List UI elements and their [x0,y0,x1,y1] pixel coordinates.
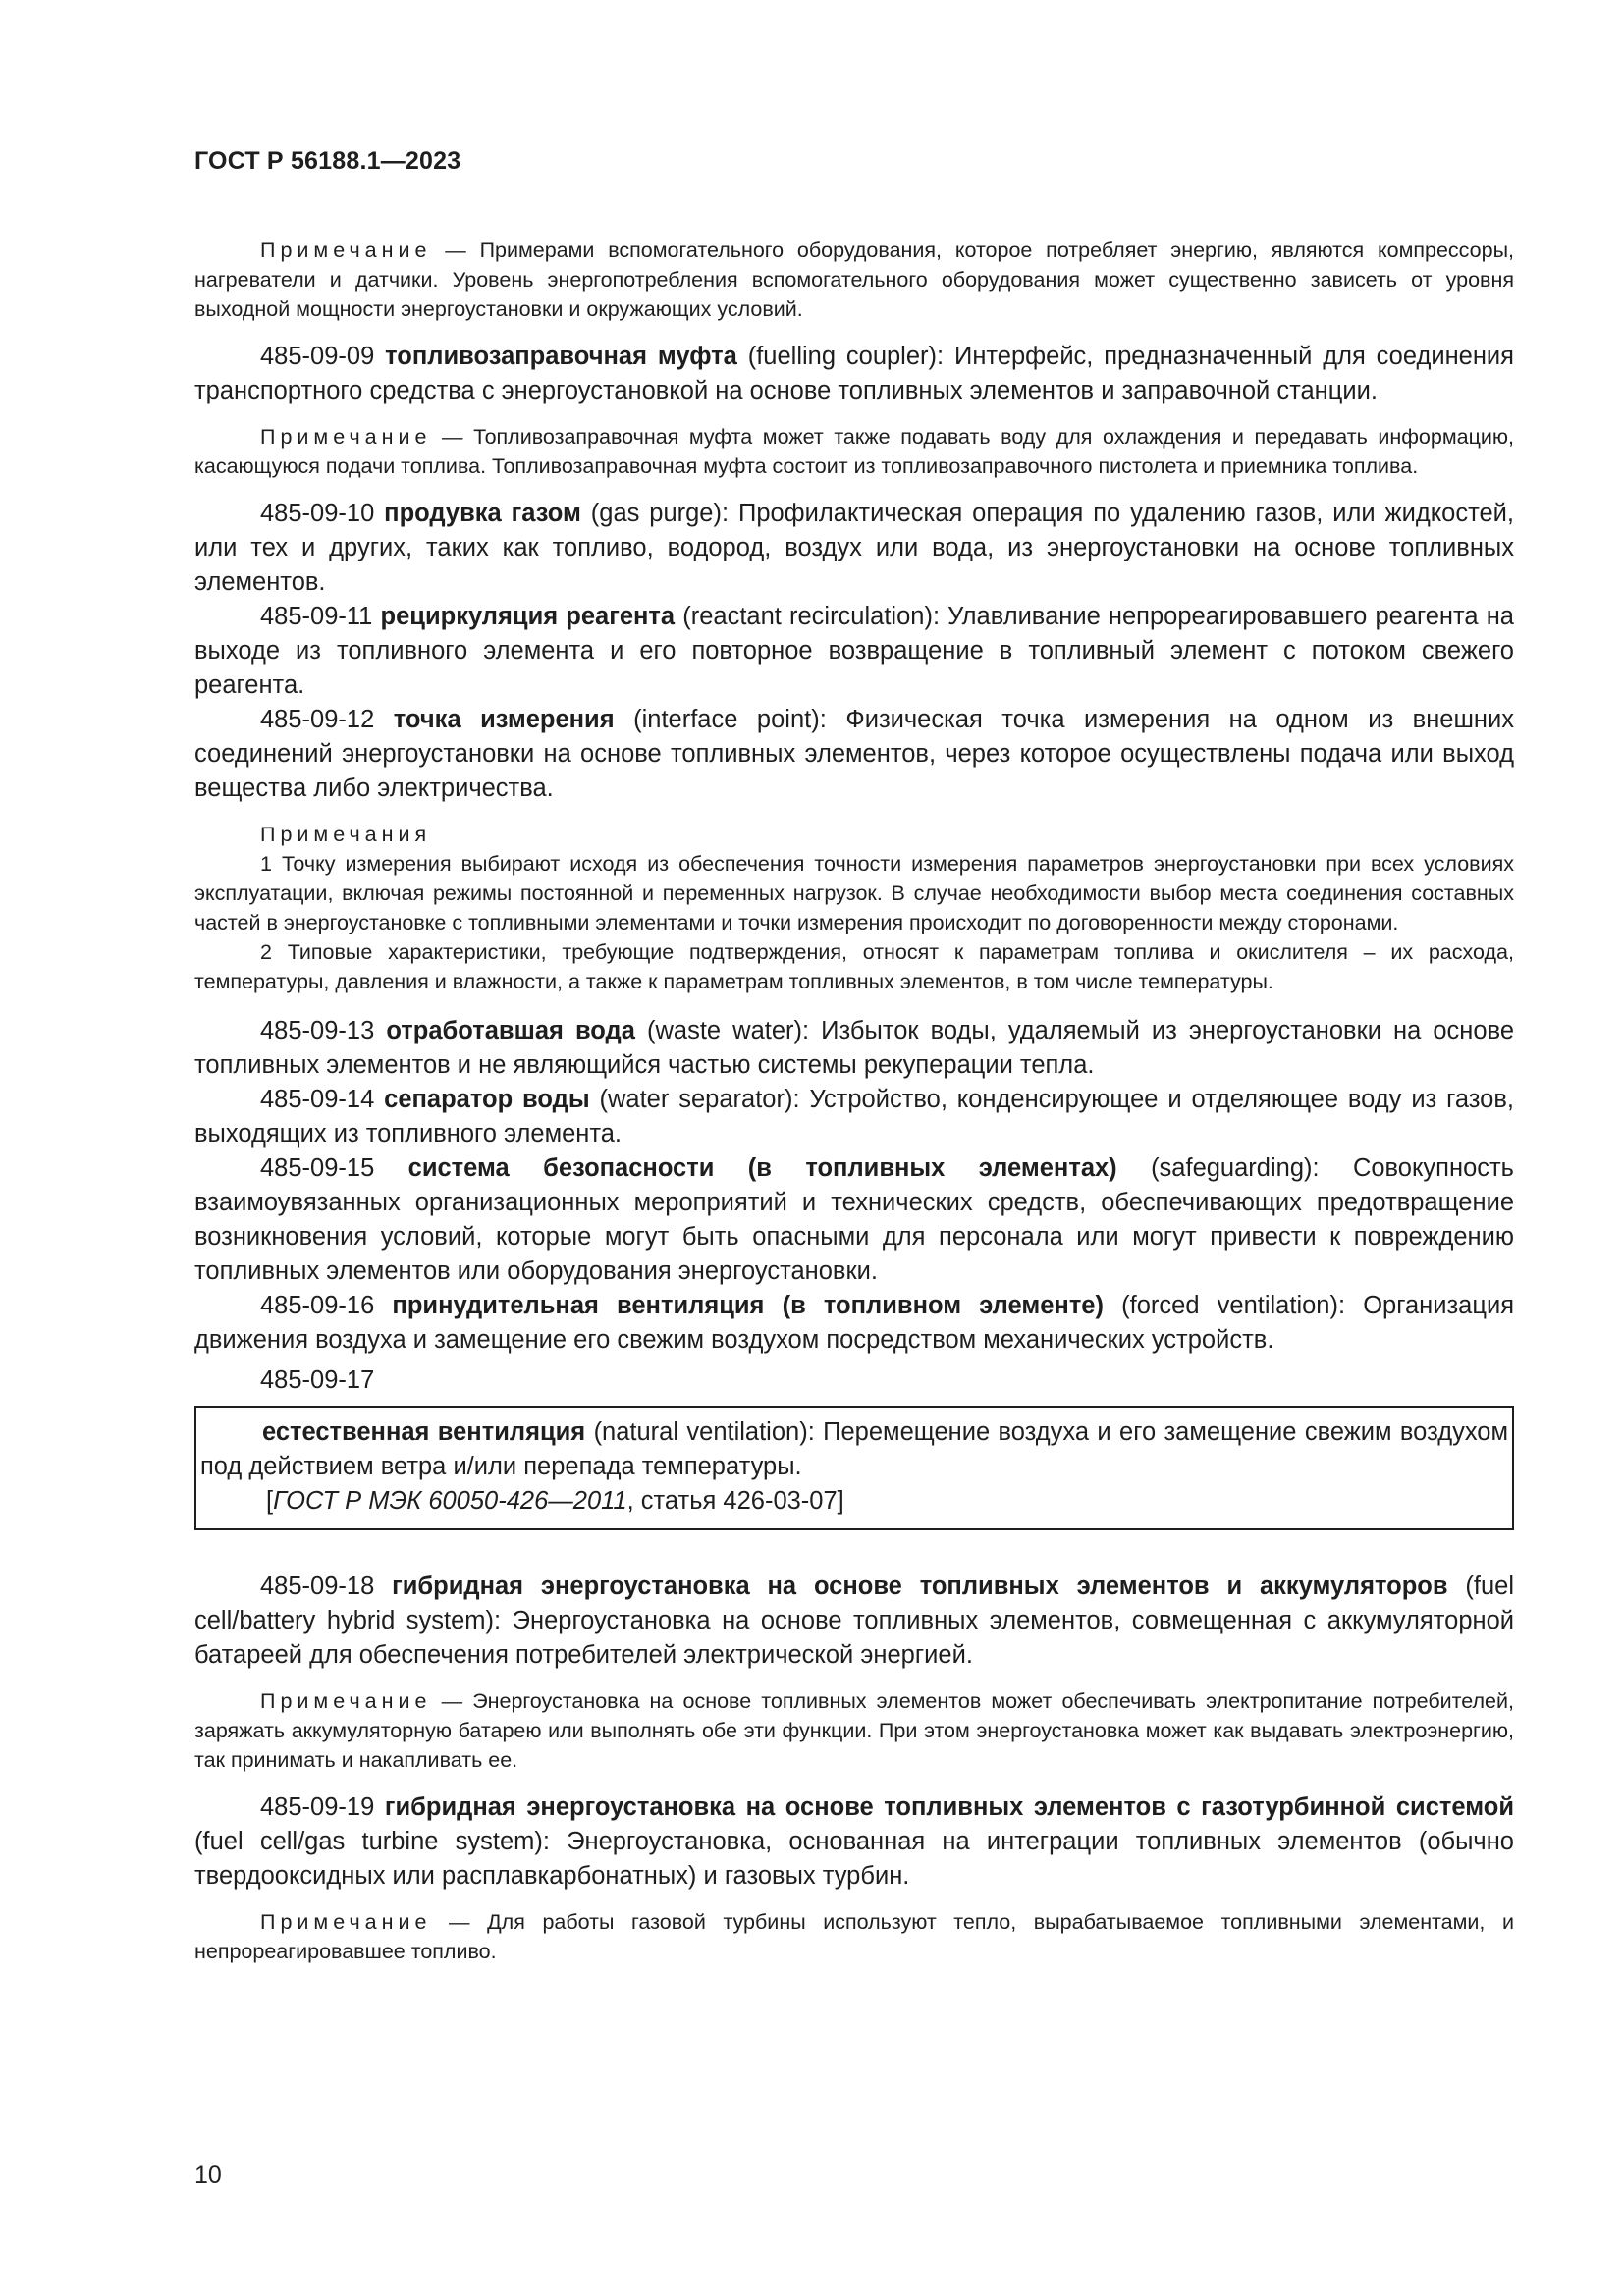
term-entry: 485-09-15 система безопасности (в топливных элементах) (safeguarding): Совокупность взаимоувязанных организационных мероприятий и технических средств, обеспечивающих предотвращение возникновения условий, которые могут быть опасными для персонала или могут привести к повреждению топливных элементов или оборудования энергоустановки. [194,1154,1514,1285]
term-entry: естественная вентиляция (natural ventilation): Перемещение воздуха и его замещение свежим воздухом под действием ветра и/или перепада температуры. [200,1418,1509,1480]
note: Примечание — Энергоустановка на основе топливных элементов может обеспечивать электропитание потребителей, заряжать аккумуляторную батарею или выполнять обе эти функции. При этом энергоустановка может как выдавать электроэнергию, так принимать и накапливать ее. [194,1689,1514,1772]
page-number: 10 [194,2162,222,2189]
note: Примечание — Для работы газовой турбины используют тепло, вырабатываемое топливными элементами, и непрореагировавшее топливо. [194,1910,1514,1963]
reference: [ГОСТ Р МЭК 60050-426—2011, статья 426-03-07] [266,1487,844,1515]
note-item: 1 Точку измерения выбирают исходя из обеспечения точности измерения параметров энергоустановки при всех условиях эксплуатации, включая режимы постоянной и переменных нагрузок. В случае необходимости выбор места соединения составных частей в энергоустановке с топливными элементами и точки измерения происходит по договоренности между сторонами. [194,852,1514,934]
term-title: отработавшая вода [386,1017,635,1044]
term-entry: 485-09-14 сепаратор воды (water separator): Устройство, конденсирующее и отделяющее воду из газов, выходящих из топливного элемента. [194,1086,1514,1148]
term-title: сепаратор воды [384,1086,590,1113]
term-entry: 485-09-19 гибридная энергоустановка на основе топливных элементов с газотурбинной системой (fuel cell/gas turbine system): Энергоустановка, основанная на интеграции топливных элементов (обычно твердооксидных или расплавкарбонатных) и газовых турбин. [194,1793,1514,1890]
term-entry: 485-09-10 продувка газом (gas purge): Профилактическая операция по удалению газов, или жидкостей, или тех и других, таких как топливо, водород, воздух или вода, из энергоустановки на основе топливных элементов. [194,500,1514,596]
note-item: 2 Типовые характеристики, требующие подтверждения, относят к параметрам топлива и окислителя – их расхода, температуры, давления и влажности, а также к параметрам топливных элементов, в том числе температуры. [194,940,1514,993]
document-header: ГОСТ Р 56188.1—2023 [194,147,461,175]
term-title: естественная вентиляция [262,1418,586,1446]
note-label: Примечание [260,239,432,262]
term-title: рециркуляция реагента [380,603,676,630]
term-title: принудительная вентиляция (в топливном элементе) [392,1292,1104,1319]
term-entry: 485-09-13 отработавшая вода (waste water): Избыток воды, удаляемый из энергоустановки на основе топливных элементов и не являющийся частью системы рекуперации тепла. [194,1017,1515,1079]
notes-label: Примечания [260,823,432,846]
term-code: 485-09-17 [260,1366,375,1394]
term-entry: 485-09-09 топливозаправочная муфта (fuelling coupler): Интерфейс, предназначенный для соединения транспортного средства с энергоустановкой на основе топливных элементов и заправочной станции. [194,343,1514,404]
term-title: гибридная энергоустановка на основе топливных элементов и аккумуляторов [392,1573,1448,1600]
note-label: Примечание [260,425,432,449]
note-label: Примечание [260,1689,432,1713]
term-title: гибридная энергоустановка на основе топливных элементов с газотурбинной системой [384,1793,1514,1821]
term-entry: 485-09-12 точка измерения (interface point): Физическая точка измерения на одном из внешних соединений энергоустановки на основе топливных элементов, через которое осуществлены подача или выход вещества либо электричества. [194,706,1515,802]
term-entry: 485-09-18 гибридная энергоустановка на основе топливных элементов и аккумуляторов (fuel cell/battery hybrid system): Энергоустановка на основе топливных элементов, совмещенная с аккумуляторной батареей для обеспечения потребителей электрической энергией. [194,1573,1515,1669]
note: Примечание — Топливозаправочная муфта может также подавать воду для охлаждения и передавать информацию, касающуюся подачи топлива. Топливозаправочная муфта состоит из топливозаправочного пистолета и приемника топлива. [194,425,1514,478]
term-title: точка измерения [393,706,615,733]
note: Примечание — Примерами вспомогательного оборудования, которое потребляет энергию, являются компрессоры, нагреватели и датчики. Уровень энергопотребления вспомогательного оборудования может существенно зависеть от уровня выходной мощности энергоустановки и окружающих условий. [194,239,1514,321]
term-entry: 485-09-16 принудительная вентиляция (в топливном элементе) (forced ventilation): Организация движения воздуха и замещение его свежим воздухом посредством механических устройств. [194,1292,1514,1354]
term-entry: 485-09-11 рециркуляция реагента (reactant recirculation): Улавливание непрореагировавшего реагента на выходе из топливного элемента и его повторное возвращение в топливный элемент с потоком свежего реагента. [194,603,1514,699]
document-body [194,222,1514,1982]
term-title: система безопасности (в топливных элементах) [407,1154,1117,1182]
term-title: топливозаправочная муфта [385,343,737,370]
note-label: Примечание [260,1910,432,1934]
term-title: продувка газом [384,500,581,527]
boxed-term [194,1406,1514,1530]
